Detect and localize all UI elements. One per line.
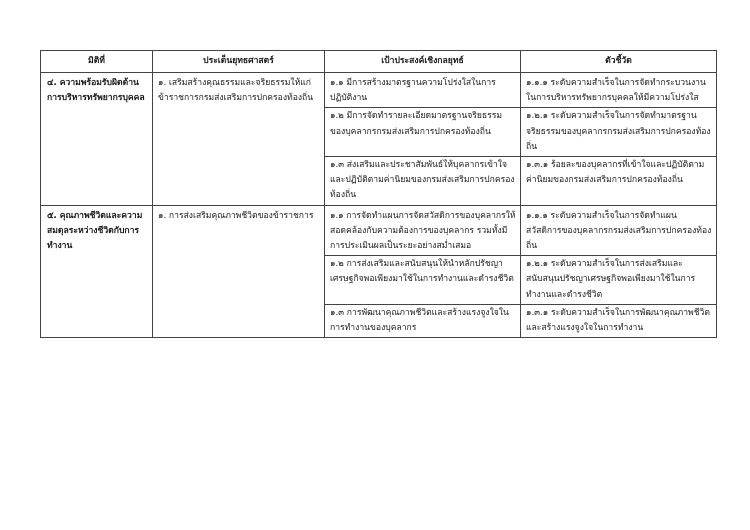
dimension-cell: ๔. ความพร้อมรับผิดด้านการบริหารทรัพยากรบุคคล <box>41 73 153 206</box>
indicator-cell: ๑.๓.๑ ระดับความสำเร็จในการพัฒนาคุณภาพชีวิตและสร้างแรงจูงใจในการทำงาน <box>521 304 717 337</box>
header-indicator: ตัวชี้วัด <box>521 51 717 73</box>
goal-cell: ๑.๑ มีการสร้างมาตรฐานความโปร่งใสในการปฏิบัติงาน <box>325 73 521 108</box>
goal-cell: ๑.๒ มีการจัดทำรายละเอียดมาตรฐานจริยธรรมของบุคลากรกรมส่งเสริมการปกครองท้องถิ่น <box>325 108 521 157</box>
goal-cell: ๑.๑ การจัดทำแผนการจัดสวัสดิการของบุคลากรให้สอดคล้องกับความต้องการของบุคลากร รวมทั้งมีการประเมินผลเป็นระยะอย่างสม่ำเสมอ <box>325 205 521 256</box>
indicator-cell: ๑.๓.๑ ร้อยละของบุคลากรที่เข้าใจและปฏิบัติตามค่านิยมของกรมส่งเสริมการปกครองท้องถิ่น <box>521 157 717 206</box>
header-strategy: ประเด็นยุทธศาสตร์ <box>153 51 325 73</box>
header-goal: เป้าประสงค์เชิงกลยุทธ์ <box>325 51 521 73</box>
dimension-cell: ๕. คุณภาพชีวิตและความสมดุลระหว่างชีวิตกับการทำงาน <box>41 205 153 338</box>
strategy-table <box>40 50 717 338</box>
table-row <box>41 73 717 108</box>
goal-cell: ๑.๓ ส่งเสริมและประชาสัมพันธ์ให้บุคลากรเข้าใจและปฏิบัติตามค่านิยมของกรมส่งเสริมการปกครองท้องถิ่น <box>325 157 521 206</box>
strategy-cell: ๑. การส่งเสริมคุณภาพชีวิตของข้าราชการ <box>153 205 325 338</box>
goal-cell: ๑.๒ การส่งเสริมและสนับสนุนให้นำหลักปรัชญาเศรษฐกิจพอเพียงมาใช้ในการทำงานและดำรงชีวิต <box>325 256 521 305</box>
goal-cell: ๑.๓ การพัฒนาคุณภาพชีวิตและสร้างแรงจูงใจในการทำงานของบุคลากร <box>325 304 521 337</box>
table-header-row <box>41 51 717 73</box>
indicator-cell: ๑.๑.๑ ระดับความสำเร็จในการจัดทำกระบวนงานในการบริหารทรัพยากรบุคคลให้มีความโปร่งใส <box>521 73 717 108</box>
indicator-cell: ๑.๒.๑ ระดับความสำเร็จในการจัดทำมาตรฐานจริยธรรมของบุคลากรกรมส่งเสริมการปกครองท้องถิ่น <box>521 108 717 157</box>
indicator-cell: ๑.๒.๑ ระดับความสำเร็จในการส่งเสริมและสนับสนุนปรัชญาเศรษฐกิจพอเพียงมาใช้ในการทำงานและดำรงชีวิต <box>521 256 717 305</box>
table-row <box>41 205 717 256</box>
header-dimension: มิติที่ <box>41 51 153 73</box>
indicator-cell: ๑.๑.๑ ระดับความสำเร็จในการจัดทำแผนสวัสดิการของบุคลากรกรมส่งเสริมการปกครองท้องถิ่น <box>521 205 717 256</box>
strategy-cell: ๑. เสริมสร้างคุณธรรมและจริยธรรมให้แก่ข้าราชการกรมส่งเสริมการปกครองท้องถิ่น <box>153 73 325 206</box>
